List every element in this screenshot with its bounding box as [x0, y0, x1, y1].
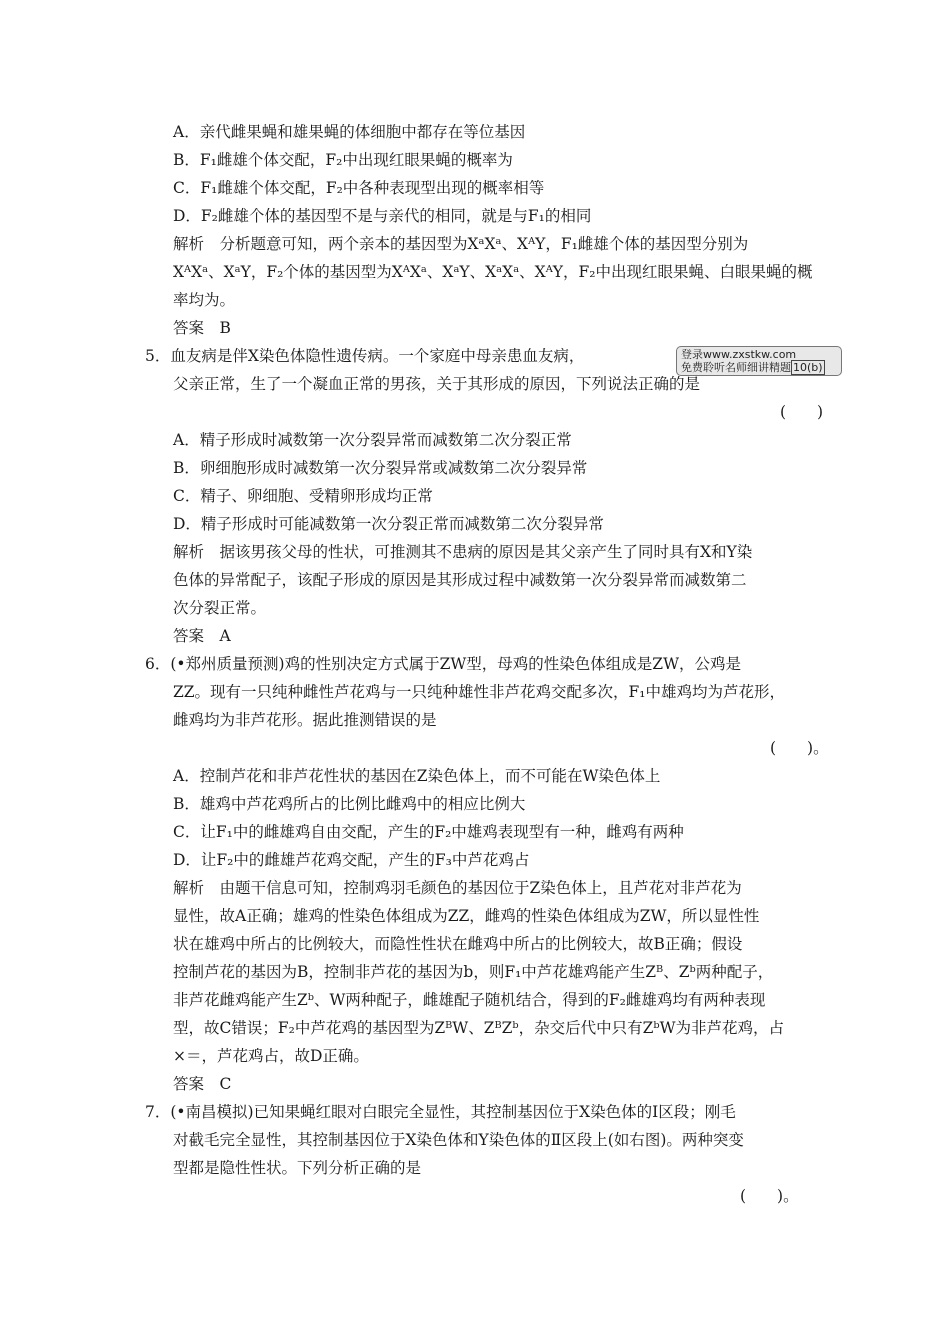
q5-option-a: A．精子形成时减数第一次分裂异常而减数第二次分裂正常	[173, 431, 572, 449]
q4-answer: 答案 B	[173, 319, 231, 337]
q5-answer: 答案 A	[173, 627, 231, 645]
q5-stem-line: 5．血友病是伴X染色体隐性遗传病。一个家庭中母亲患血友病，	[145, 347, 585, 365]
stamp-caption-text: 免费聆听名师细讲精题	[681, 361, 791, 374]
q6-analysis-line: 解析 由题干信息可知，控制鸡羽毛颜色的基因位于Z染色体上，且芦花对非芦花为	[173, 879, 742, 897]
q5-answer-blank: ( )	[780, 403, 824, 421]
q5-analysis-line: 色体的异常配子，该配子形成的原因是其形成过程中减数第一次分裂异常而减数第二	[173, 571, 747, 589]
q6-answer: 答案 C	[173, 1075, 232, 1093]
q5-stem-line: 父亲正常，生了一个凝血正常的男孩，关于其形成的原因，下列说法正确的是	[173, 375, 701, 393]
q6-analysis-line: 控制芦花的基因为B，控制非芦花的基因为b，则F₁中芦花雄鸡能产生Zᴮ、Zᵇ两种配子，	[173, 963, 774, 981]
q5-option-d: D．精子形成时可能减数第一次分裂正常而减数第二次分裂异常	[173, 515, 604, 533]
q6-option-a: A．控制芦花和非芦花性状的基因在Z染色体上，而不可能在W染色体上	[173, 767, 661, 785]
q5-option-c: C．精子、卵细胞、受精卵形成均正常	[173, 487, 433, 505]
stamp-url: 登录www.zxstkw.com	[681, 348, 797, 361]
q6-stem-line: 6．(•郑州质量预测)鸡的性别决定方式属于ZW型，母鸡的性染色体组成是ZW，公鸡是	[145, 655, 742, 673]
stamp-caption	[681, 361, 837, 374]
q4-option-a: A．亲代雌果蝇和雄果蝇的体细胞中都存在等位基因	[173, 123, 526, 141]
q6-analysis-line: 非芦花雌鸡能产生Zᵇ、W两种配子，雌雄配子随机结合，得到的F₂雌雄鸡均有两种表现	[173, 991, 766, 1009]
q6-stem-line: ZZ。现有一只纯种雌性芦花鸡与一只纯种雄性非芦花鸡交配多次，F₁中雄鸡均为芦花形，	[173, 683, 786, 701]
watermark-stamp	[676, 346, 842, 376]
q4-option-c: C．F₁雌雄个体交配，F₂中各种表现型出现的概率相等	[173, 179, 545, 197]
q6-answer-blank: ( )。	[770, 739, 829, 757]
q4-option-d: D．F₂雌雄个体的基因型不是与亲代的相同，就是与F₁的相同	[173, 207, 592, 225]
q6-stem-line: 雌鸡均为非芦花形。据此推测错误的是	[173, 711, 437, 729]
q4-analysis-line: XᴬXᵃ、XᵃY，F₂个体的基因型为XᴬXᵃ、XᵃY、XᵃXᵃ、XᴬY，F₂中出现红眼果蝇、白眼果蝇的概	[173, 263, 813, 281]
q4-analysis-line: 率均为。	[173, 291, 236, 309]
q6-analysis-line: ×＝，芦花鸡占，故D正确。	[173, 1047, 369, 1065]
stamp-badge: 10(b)	[793, 361, 823, 374]
q6-analysis-line: 显性，故A正确；雄鸡的性染色体组成为ZZ，雌鸡的性染色体组成为ZW，所以显性性	[173, 907, 760, 925]
q5-analysis-line: 解析 据该男孩父母的性状，可推测其不患病的原因是其父亲产生了同时具有X和Y染	[173, 543, 753, 561]
q6-option-c: C．让F₁中的雌雄鸡自由交配，产生的F₂中雄鸡表现型有一种，雌鸡有两种	[173, 823, 684, 841]
q4-analysis-line: 解析 分析题意可知，两个亲本的基因型为XᵃXᵃ、XᴬY，F₁雌雄个体的基因型分别为	[173, 235, 749, 253]
q6-analysis-line: 状在雄鸡中所占的比例较大，而隐性性状在雌鸡中所占的比例较大，故B正确；假设	[173, 935, 743, 953]
q5-analysis-line: 次分裂正常。	[173, 599, 267, 617]
q4-option-b: B．F₁雌雄个体交配，F₂中出现红眼果蝇的概率为	[173, 151, 513, 169]
q7-stem-line: 7．(•南昌模拟)已知果蝇红眼对白眼完全显性，其控制基因位于X染色体的Ⅰ区段；刚毛	[145, 1103, 736, 1121]
q7-answer-blank: ( )。	[740, 1187, 799, 1205]
q5-option-b: B．卵细胞形成时减数第一次分裂异常或减数第二次分裂异常	[173, 459, 588, 477]
q7-stem-line: 对截毛完全显性，其控制基因位于X染色体和Y染色体的Ⅱ区段上(如右图)。两种突变	[173, 1131, 744, 1149]
q6-analysis-line: 型，故C错误；F₂中芦花鸡的基因型为ZᴮW、ZᴮZᵇ，杂交后代中只有ZᵇW为非芦花鸡，占	[173, 1019, 785, 1037]
q7-stem-line: 型都是隐性性状。下列分析正确的是	[173, 1159, 422, 1177]
q6-option-b: B．雄鸡中芦花鸡所占的比例比雌鸡中的相应比例大	[173, 795, 526, 813]
q6-option-d: D．让F₂中的雌雄芦花鸡交配，产生的F₃中芦花鸡占	[173, 851, 530, 869]
